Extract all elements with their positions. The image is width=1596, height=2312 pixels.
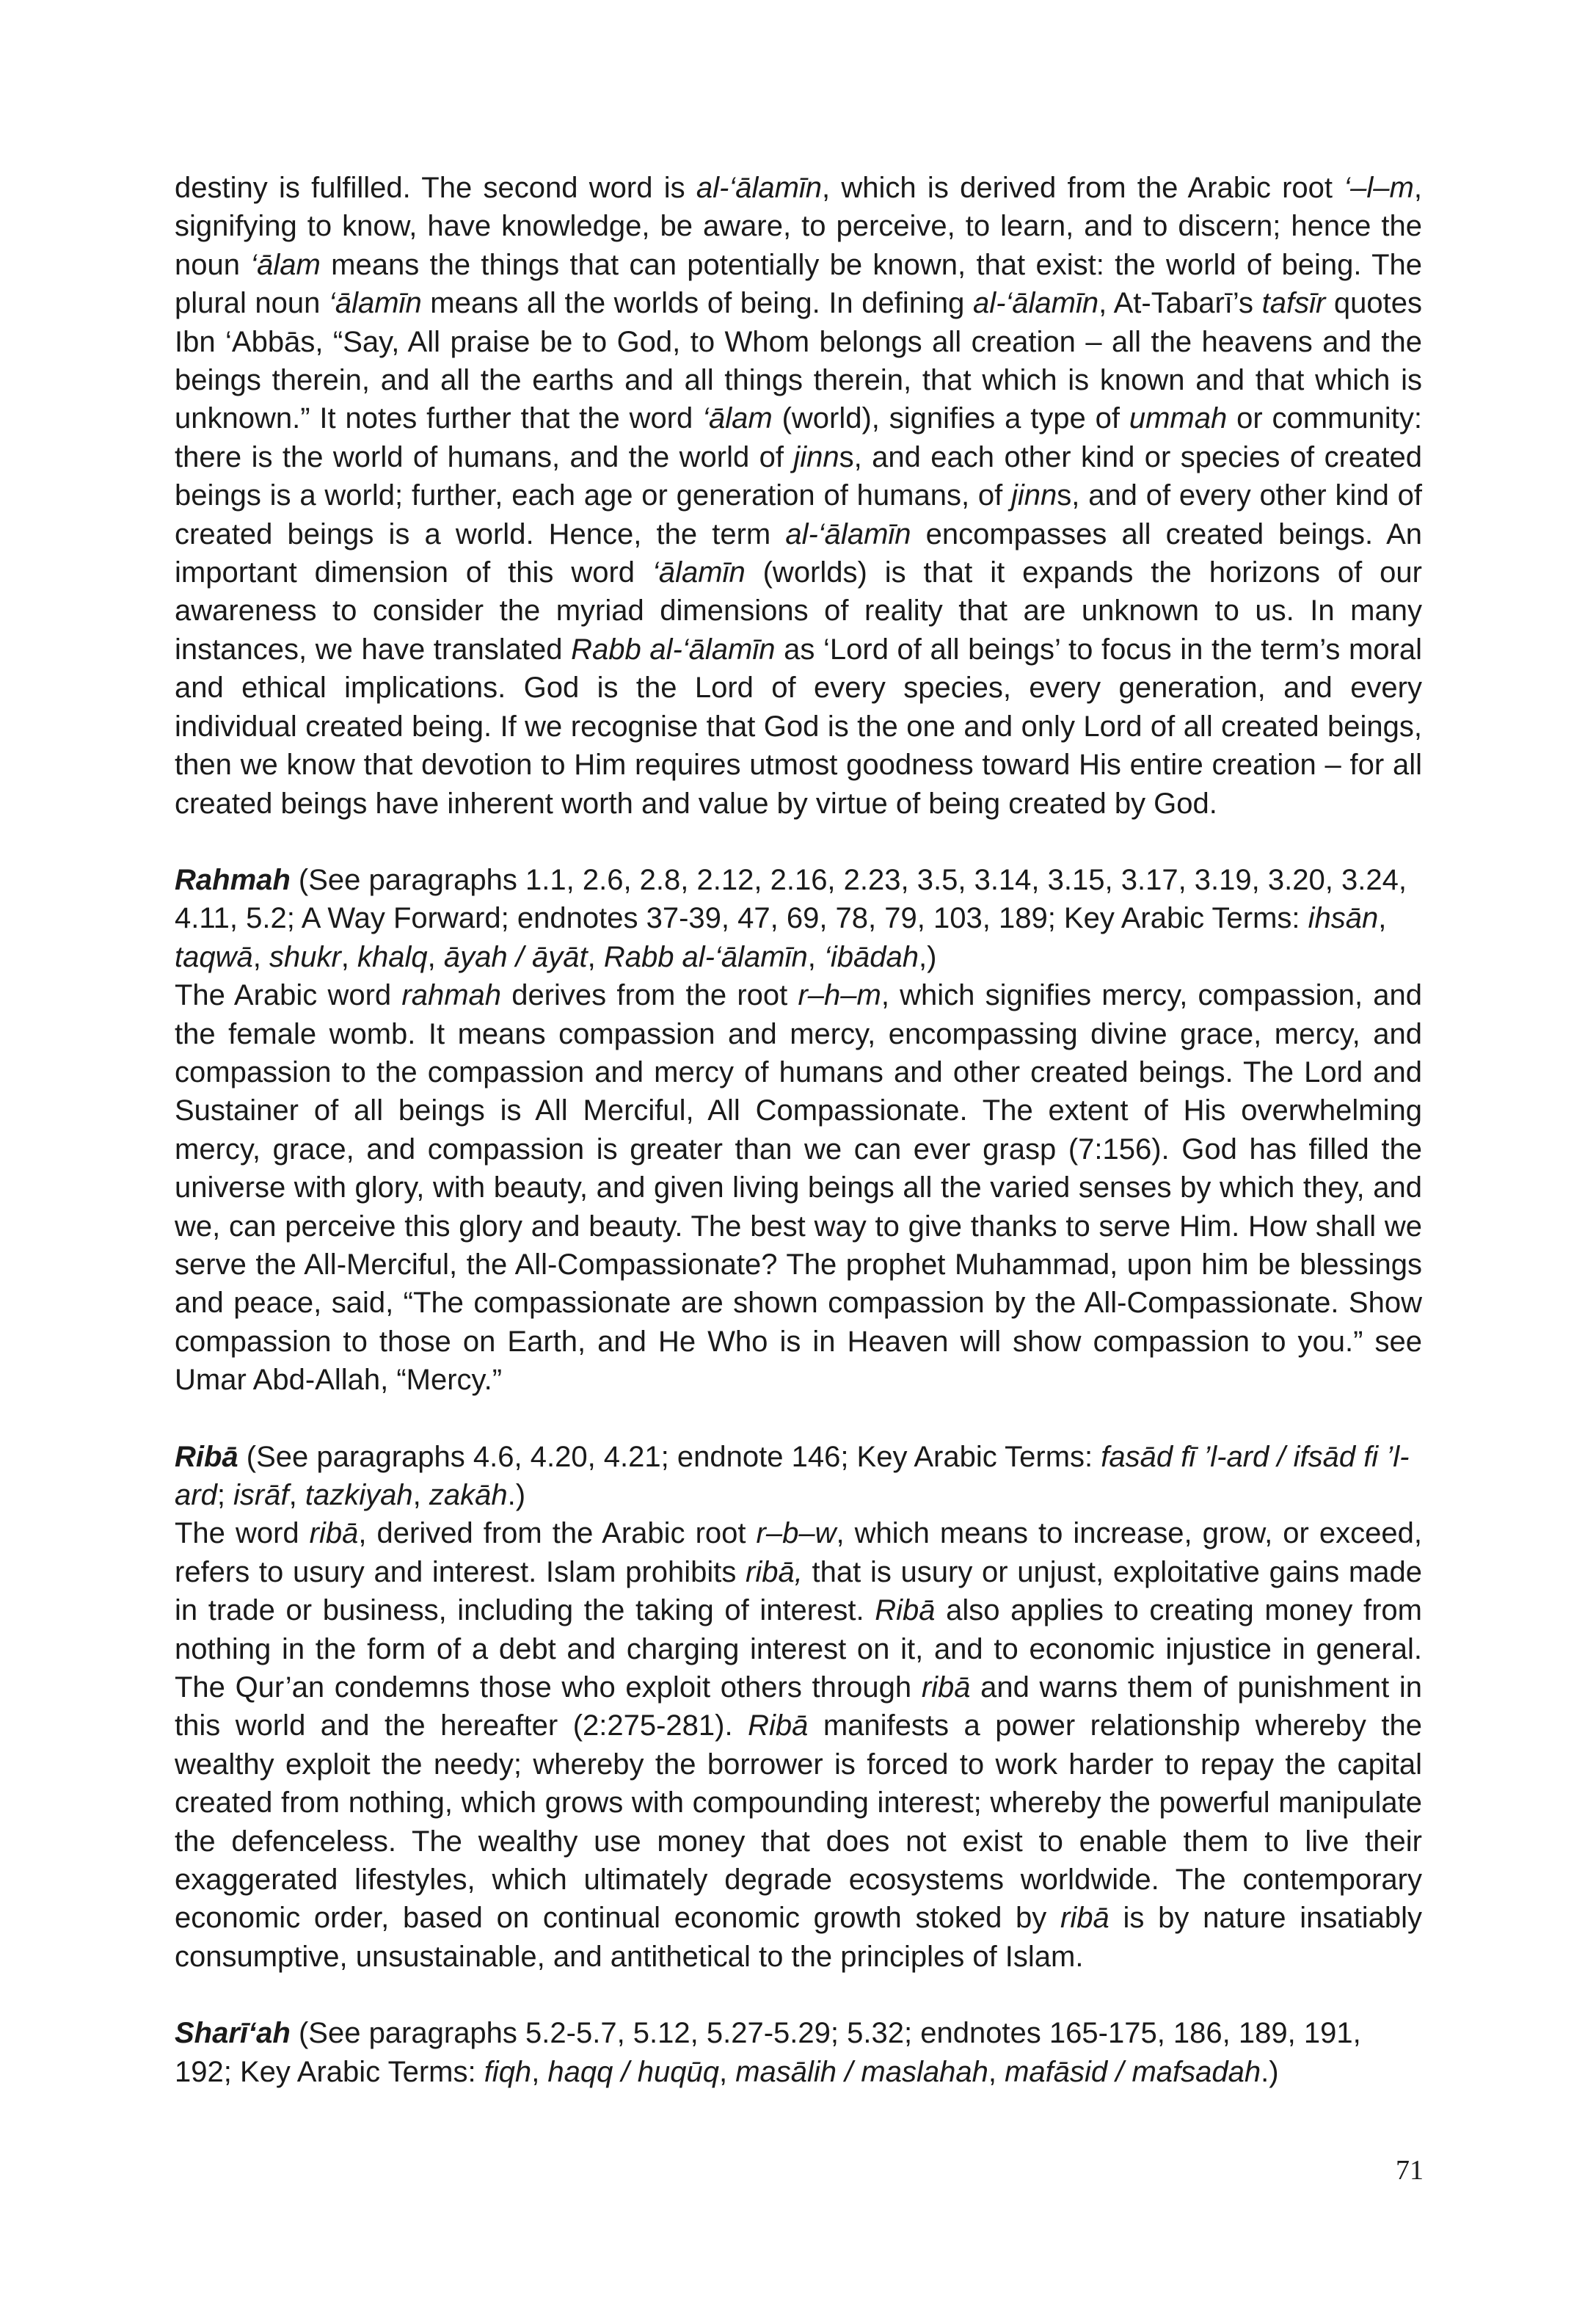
document-page	[175, 169, 1422, 2091]
entry-term: Ribā	[175, 1440, 238, 1473]
entry-references: Ribā (See paragraphs 4.6, 4.20, 4.21; endnote 146; Key Arabic Terms: fasād fī ’l-ard / ifsād fi ’l-ard; isrāf, tazkiyah, zakāh.)	[175, 1440, 1410, 1511]
entry-references: Sharī‘ah (See paragraphs 5.2-5.7, 5.12, 5.27-5.29; 5.32; endnotes 165-175, 186, 189, 191, 192; Key Arabic Terms: fiqh, haqq / huqūq, masālih / maslahah, mafāsid / mafsadah.)	[175, 2017, 1361, 2088]
entry-definition: The word ribā, derived from the Arabic root r–b–w, which means to increase, grow, or exceed, refers to usury and interest. Islam prohibits ribā, that is usury or unjust, exploitative gains made in trade or business, including the taking of interest. Ribā also applies to creating money from nothing in the form of a debt and charging interest on it, and to economic injustice in general. The Qur’an condemns those who exploit others through ribā and warns them of punishment in this world and the hereafter (2:275-281). Ribā manifests a power relationship whereby the wealthy exploit the needy; whereby the borrower is forced to work harder to repay the capital created from nothing, which grows with compounding interest; whereby the powerful manipulate the defenceless. The wealthy use money that does not exist to enable them to live their exaggerated lifestyles, which ultimately degrade ecosystems worldwide. The contemporary economic order, based on continual economic growth stoked by ribā is by nature insatiably consumptive, unsustainable, and antithetical to the principles of Islam.	[175, 1517, 1423, 1973]
glossary-entry-rahmah	[175, 861, 1422, 1400]
glossary-entry-riba	[175, 1438, 1422, 1977]
entry-term: Sharī‘ah	[175, 2017, 291, 2050]
entry-definition: The Arabic word rahmah derives from the root r–h–m, which signifies mercy, compassion, and the female womb. It means compassion and mercy, encompassing divine grace, mercy, and compassion to the compassion and mercy of humans and other created beings. The Lord and Sustainer of all beings is All Merciful, All Compassionate. The extent of His overwhelming mercy, grace, and compassion is greater than we can ever grasp (7:156). God has filled the universe with glory, with beauty, and given living beings all the varied senses by which they, and we, can perceive this glory and beauty. The best way to give thanks to serve Him. How shall we serve the All-Merciful, the All-Compassionate? The prophet Muhammad, upon him be blessings and peace, said, “The compassionate are shown compassion by the All-Compassionate. Show compassion to those on Earth, and He Who is in Heaven will show compassion to you.” see Umar Abd-Allah, “Mercy.”	[175, 979, 1422, 1397]
entry-term: Rahmah	[175, 863, 291, 896]
glossary-entry-shariah	[175, 2014, 1422, 2091]
page-number: 71	[1396, 2155, 1424, 2186]
intro-paragraph: destiny is fulfilled. The second word is al-‘ālamīn, which is derived from the Arabic root ‘–l–m, signifying to know, have knowledge, be aware, to perceive, to learn, and to discern; hence the noun ‘ālam means the things that can potentially be known, that exist: the world of being. The plural noun ‘ālamīn means all the worlds of being. In defining al-‘ālamīn, At-Tabarī’s tafsīr quotes Ibn ‘Abbās, “Say, All praise be to God, to Whom belongs all creation – all the heavens and the beings therein, and all the earths and all things therein, that which is known and that which is unknown.” It notes further that the word ‘ālam (world), signifies a type of ummah or community: there is the world of humans, and the world of jinns, and each other kind or species of created beings is a world; further, each age or generation of humans, of jinns, and of every other kind of created beings is a world. Hence, the term al-‘ālamīn encompasses all created beings. An important dimension of this word ‘ālamīn (worlds) is that it expands the horizons of our awareness to consider the myriad dimensions of reality that are unknown to us. In many instances, we have translated Rabb al-‘ālamīn as ‘Lord of all beings’ to focus in the term’s moral and ethical implications. God is the Lord of every species, every generation, and every individual created being. If we recognise that God is the one and only Lord of all created beings, then we know that devotion to Him requires utmost goodness toward His entire creation – for all created beings have inherent worth and value by virtue of being created by God.	[175, 172, 1422, 820]
entry-references: Rahmah (See paragraphs 1.1, 2.6, 2.8, 2.12, 2.16, 2.23, 3.5, 3.14, 3.15, 3.17, 3.19, 3.20, 3.24, 4.11, 5.2; A Way Forward; endnotes 37-39, 47, 69, 78, 79, 103, 189; Key Arabic Terms: ihsān, taqwā, shukr, khalq, āyah / āyāt, Rabb al-‘ālamīn, ‘ibādah,)	[175, 863, 1407, 973]
